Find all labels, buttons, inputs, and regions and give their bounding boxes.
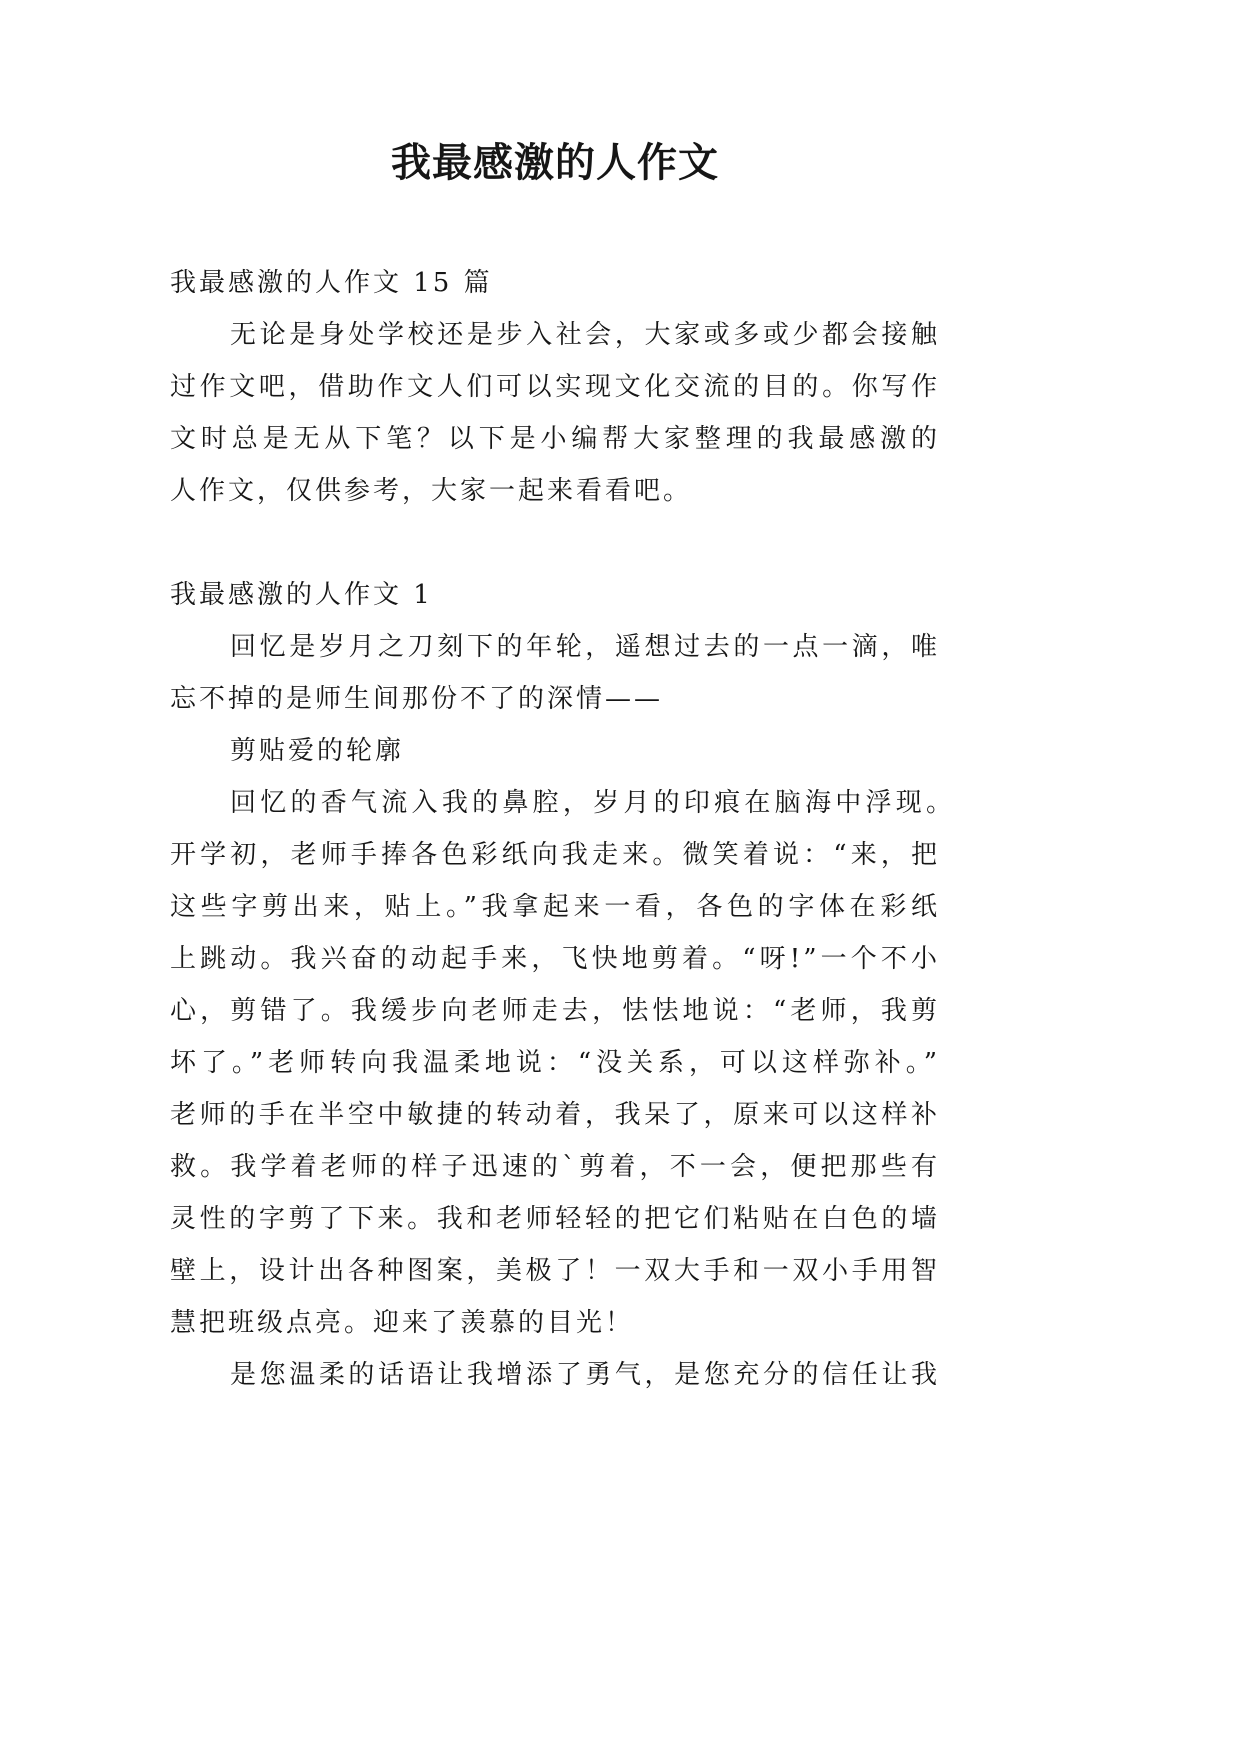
- essay-line: 是您温柔的话语让我增添了勇气，是您充分的信任让我: [230, 1360, 940, 1390]
- essay-line: 忘不掉的是师生间那份不了的深情——: [170, 684, 664, 714]
- document-body: [170, 257, 955, 1401]
- essay-line: 坏了。”老师转向我温柔地说：“没关系，可以这样弥补。”: [170, 1048, 940, 1078]
- essay-line: 上跳动。我兴奋的动起手来，飞快地剪着。“呀!”一个不小: [170, 944, 940, 974]
- essay-subheading: 剪贴爱的轮廓: [230, 736, 405, 766]
- essay-line: 回忆的香气流入我的鼻腔，岁月的印痕在脑海中浮现。: [230, 788, 955, 818]
- paragraph-spacer: [170, 517, 940, 569]
- intro-heading: 我最感激的人作文 15 篇: [170, 268, 493, 298]
- essay-heading: 我最感激的人作文 1: [170, 580, 433, 610]
- essay-line: 慧把班级点亮。迎来了羡慕的目光！: [170, 1308, 635, 1338]
- essay-line: 心，剪错了。我缓步向老师走去，怯怯地说：“老师，我剪: [170, 996, 940, 1026]
- essay-line: 壁上，设计出各种图案，美极了！一双大手和一双小手用智: [170, 1256, 940, 1286]
- essay-line: 老师的手在半空中敏捷的转动着，我呆了，原来可以这样补: [170, 1100, 940, 1130]
- essay-line: 这些字剪出来，贴上。”我拿起来一看，各色的字体在彩纸: [170, 892, 940, 922]
- essay-line: 开学初，老师手捧各色彩纸向我走来。微笑着说：“来，把: [170, 840, 940, 870]
- intro-line: 无论是身处学校还是步入社会，大家或多或少都会接触: [230, 320, 940, 350]
- essay-line: 救。我学着老师的样子迅速的`剪着，不一会，便把那些有: [170, 1152, 940, 1182]
- intro-line: 过作文吧，借助作文人们可以实现文化交流的目的。你写作: [170, 372, 940, 402]
- intro-line: 文时总是无从下笔？以下是小编帮大家整理的我最感激的: [170, 424, 940, 454]
- intro-line: 人作文，仅供参考，大家一起来看看吧。: [170, 476, 693, 506]
- document-title: 我最感激的人作文: [391, 139, 719, 186]
- essay-line: 回忆是岁月之刀刻下的年轮，遥想过去的一点一滴，唯: [230, 632, 940, 662]
- essay-line: 灵性的字剪了下来。我和老师轻轻的把它们粘贴在白色的墙: [170, 1204, 940, 1234]
